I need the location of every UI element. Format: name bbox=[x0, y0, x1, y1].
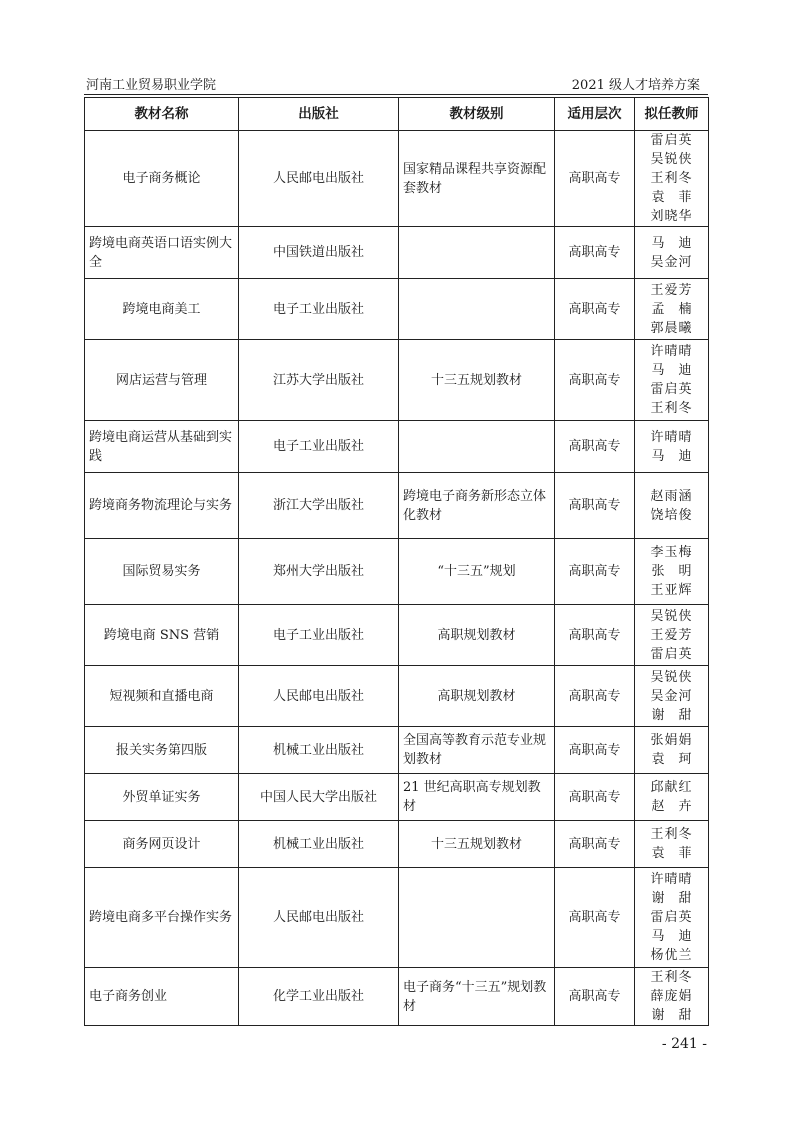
teacher-name: 张娟娟 bbox=[650, 733, 693, 748]
textbook-level-cell: 高职规划教材 bbox=[399, 666, 555, 727]
teacher-name: 赵雨涵 bbox=[650, 488, 693, 504]
publisher-cell: 浙江大学出版社 bbox=[239, 473, 399, 539]
teachers-cell bbox=[635, 131, 709, 227]
page-header bbox=[84, 74, 708, 94]
teachers-cell bbox=[635, 227, 709, 279]
teacher-name: 王爱芳 bbox=[650, 627, 693, 643]
applicable-level-cell: 高职高专 bbox=[555, 340, 635, 421]
table-row bbox=[85, 727, 709, 774]
teacher-name: 王爱芳 bbox=[650, 282, 693, 298]
textbook-name-cell: 电子商务概论 bbox=[85, 131, 239, 227]
teacher-name: 谢甜 bbox=[651, 891, 706, 906]
teachers-cell bbox=[635, 473, 709, 539]
textbook-name-cell: 跨境商务物流理论与实务 bbox=[85, 473, 239, 539]
textbook-level-cell: “十三五”规划 bbox=[399, 539, 555, 605]
applicable-level-cell: 高职高专 bbox=[555, 868, 635, 968]
header-institution: 河南工业贸易职业学院 bbox=[86, 78, 217, 93]
textbook-name-cell: 电子商务创业 bbox=[85, 968, 239, 1026]
teachers-cell bbox=[635, 666, 709, 727]
textbook-level-cell: 十三五规划教材 bbox=[399, 340, 555, 421]
teacher-name: 王利冬 bbox=[650, 970, 693, 985]
textbook-level-cell: 跨境电子商务新形态立体化教材 bbox=[399, 473, 555, 539]
applicable-level-cell: 高职高专 bbox=[555, 421, 635, 473]
teacher-name: 王利冬 bbox=[650, 171, 693, 186]
header-rule bbox=[84, 94, 708, 95]
publisher-cell: 中国人民大学出版社 bbox=[239, 774, 399, 821]
publisher-cell: 电子工业出版社 bbox=[239, 605, 399, 666]
teacher-name: 刘晓华 bbox=[650, 209, 693, 224]
teacher-name: 雷启英 bbox=[650, 133, 693, 148]
teacher-name: 谢甜 bbox=[651, 1008, 706, 1023]
publisher-cell: 机械工业出版社 bbox=[239, 821, 399, 868]
applicable-level-cell: 高职高专 bbox=[555, 539, 635, 605]
teacher-name: 杨优兰 bbox=[650, 948, 693, 963]
applicable-level-cell: 高职高专 bbox=[555, 131, 635, 227]
teacher-name: 邱献红 bbox=[650, 780, 693, 795]
table-row bbox=[85, 340, 709, 421]
teachers-cell bbox=[635, 968, 709, 1026]
teachers-cell bbox=[635, 340, 709, 421]
textbook-level-cell: 21 世纪高职高专规划教材 bbox=[399, 774, 555, 821]
textbook-name-cell: 外贸单证实务 bbox=[85, 774, 239, 821]
table-body bbox=[85, 131, 709, 1026]
table-row bbox=[85, 968, 709, 1026]
applicable-level-cell: 高职高专 bbox=[555, 666, 635, 727]
teacher-name: 李玉梅 bbox=[650, 545, 693, 560]
applicable-level-cell: 高职高专 bbox=[555, 227, 635, 279]
teacher-name: 谢甜 bbox=[651, 707, 706, 723]
teacher-name: 马迪 bbox=[651, 235, 706, 251]
publisher-cell: 郑州大学出版社 bbox=[239, 539, 399, 605]
teachers-cell bbox=[635, 868, 709, 968]
textbook-level-cell: 国家精品课程共享资源配套教材 bbox=[399, 131, 555, 227]
table-row bbox=[85, 279, 709, 340]
textbook-level-cell: 全国高等教育示范专业规划教材 bbox=[399, 727, 555, 774]
column-header-publisher: 出版社 bbox=[239, 98, 399, 131]
textbook-name-cell: 跨境电商多平台操作实务 bbox=[85, 868, 239, 968]
table-row bbox=[85, 227, 709, 279]
table-header-row bbox=[85, 98, 709, 131]
teacher-name: 许晴晴 bbox=[650, 344, 693, 359]
textbook-level-cell: 十三五规划教材 bbox=[399, 821, 555, 868]
teacher-name: 袁菲 bbox=[651, 190, 706, 205]
table-row bbox=[85, 868, 709, 968]
table-row bbox=[85, 774, 709, 821]
applicable-level-cell: 高职高专 bbox=[555, 727, 635, 774]
header-plan-title: 2021 级人才培养方案 bbox=[571, 78, 700, 93]
column-header-textbook-level: 教材级别 bbox=[399, 98, 555, 131]
textbook-name-cell: 商务网页设计 bbox=[85, 821, 239, 868]
textbook-table bbox=[84, 97, 709, 1026]
table-row bbox=[85, 131, 709, 227]
teacher-name: 袁菲 bbox=[651, 846, 706, 861]
teacher-name: 王亚辉 bbox=[650, 583, 693, 598]
teachers-cell bbox=[635, 605, 709, 666]
publisher-cell: 机械工业出版社 bbox=[239, 727, 399, 774]
table-row bbox=[85, 666, 709, 727]
teachers-cell bbox=[635, 774, 709, 821]
textbook-name-cell: 国际贸易实务 bbox=[85, 539, 239, 605]
teacher-name: 马迪 bbox=[651, 929, 706, 944]
applicable-level-cell: 高职高专 bbox=[555, 968, 635, 1026]
teacher-name: 饶培俊 bbox=[650, 507, 693, 523]
textbook-name-cell: 跨境电商运营从基础到实践 bbox=[85, 421, 239, 473]
applicable-level-cell: 高职高专 bbox=[555, 473, 635, 539]
teacher-name: 王利冬 bbox=[650, 401, 693, 416]
textbook-level-cell: 高职规划教材 bbox=[399, 605, 555, 666]
teacher-name: 吴锐侠 bbox=[650, 669, 693, 685]
textbook-level-cell: 电子商务“十三五”规划教材 bbox=[399, 968, 555, 1026]
table-row bbox=[85, 821, 709, 868]
publisher-cell: 人民邮电出版社 bbox=[239, 868, 399, 968]
applicable-level-cell: 高职高专 bbox=[555, 605, 635, 666]
teacher-name: 马迪 bbox=[651, 363, 706, 378]
teachers-cell bbox=[635, 279, 709, 340]
column-header-teachers: 拟任教师 bbox=[635, 98, 709, 131]
teacher-name: 吴金河 bbox=[650, 688, 693, 704]
teacher-name: 薛庞娟 bbox=[650, 989, 693, 1004]
teacher-name: 雷启英 bbox=[650, 646, 693, 662]
textbook-level-cell bbox=[399, 421, 555, 473]
publisher-cell: 电子工业出版社 bbox=[239, 279, 399, 340]
publisher-cell: 人民邮电出版社 bbox=[239, 666, 399, 727]
table-row bbox=[85, 473, 709, 539]
publisher-cell: 化学工业出版社 bbox=[239, 968, 399, 1026]
teacher-name: 吴锐侠 bbox=[650, 608, 693, 624]
publisher-cell: 电子工业出版社 bbox=[239, 421, 399, 473]
applicable-level-cell: 高职高专 bbox=[555, 774, 635, 821]
teacher-name: 赵卉 bbox=[651, 799, 706, 814]
applicable-level-cell: 高职高专 bbox=[555, 821, 635, 868]
teacher-name: 许晴晴 bbox=[650, 429, 693, 445]
teachers-cell bbox=[635, 821, 709, 868]
teachers-cell bbox=[635, 539, 709, 605]
publisher-cell: 江苏大学出版社 bbox=[239, 340, 399, 421]
textbook-level-cell bbox=[399, 868, 555, 968]
column-header-textbook-name: 教材名称 bbox=[85, 98, 239, 131]
publisher-cell: 人民邮电出版社 bbox=[239, 131, 399, 227]
textbook-name-cell: 跨境电商美工 bbox=[85, 279, 239, 340]
textbook-name-cell: 网店运营与管理 bbox=[85, 340, 239, 421]
teacher-name: 吴金河 bbox=[650, 254, 693, 270]
teacher-name: 袁珂 bbox=[651, 752, 706, 767]
teachers-cell bbox=[635, 727, 709, 774]
textbook-name-cell: 短视频和直播电商 bbox=[85, 666, 239, 727]
page-number: - 241 - bbox=[661, 1036, 707, 1052]
teacher-name: 郭晨曦 bbox=[650, 320, 693, 336]
teacher-name: 孟楠 bbox=[651, 301, 706, 317]
table-row bbox=[85, 605, 709, 666]
applicable-level-cell: 高职高专 bbox=[555, 279, 635, 340]
table-row bbox=[85, 539, 709, 605]
teachers-cell bbox=[635, 421, 709, 473]
textbook-name-cell: 跨境电商 SNS 营销 bbox=[85, 605, 239, 666]
column-header-applicable-level: 适用层次 bbox=[555, 98, 635, 131]
teacher-name: 张明 bbox=[651, 564, 706, 579]
table-row bbox=[85, 421, 709, 473]
textbook-name-cell: 跨境电商英语口语实例大全 bbox=[85, 227, 239, 279]
textbook-level-cell bbox=[399, 227, 555, 279]
publisher-cell: 中国铁道出版社 bbox=[239, 227, 399, 279]
teacher-name: 雷启英 bbox=[650, 910, 693, 925]
teacher-name: 吴锐侠 bbox=[650, 152, 693, 167]
teacher-name: 许晴晴 bbox=[650, 872, 693, 887]
textbook-name-cell: 报关实务第四版 bbox=[85, 727, 239, 774]
teacher-name: 王利冬 bbox=[650, 827, 693, 842]
textbook-level-cell bbox=[399, 279, 555, 340]
teacher-name: 雷启英 bbox=[650, 382, 693, 397]
teacher-name: 马迪 bbox=[651, 448, 706, 464]
